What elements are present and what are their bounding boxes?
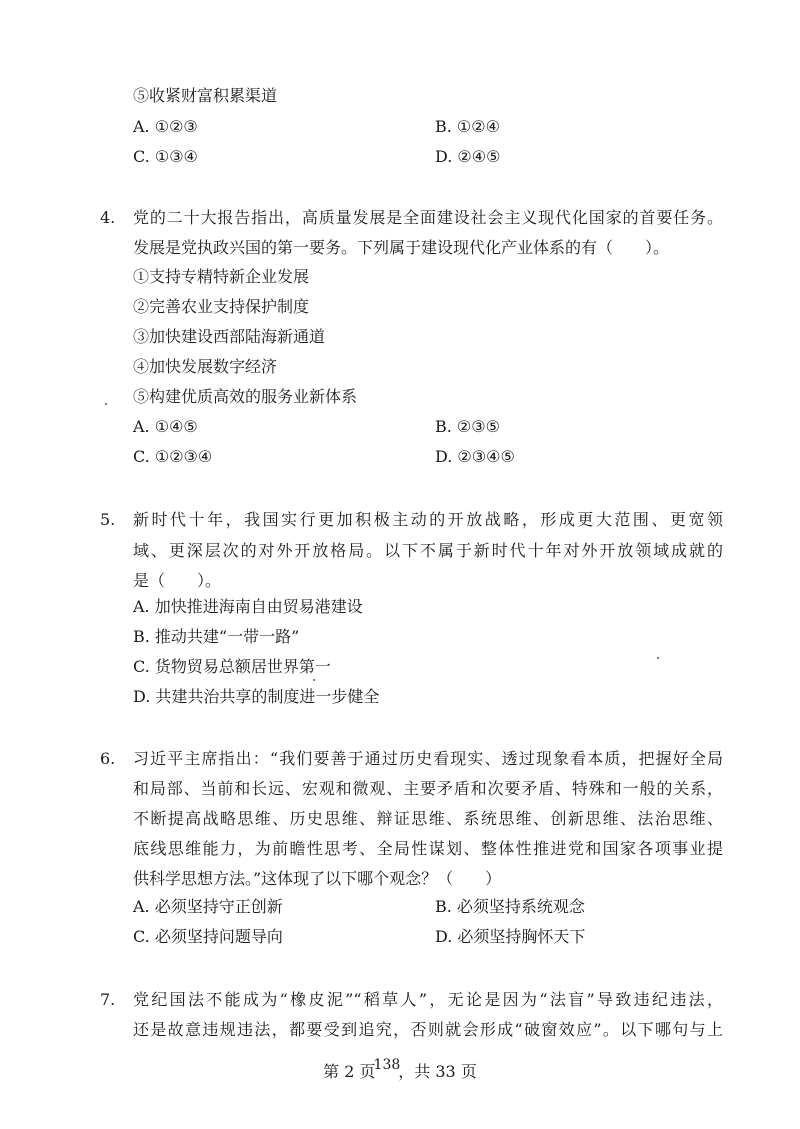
q3-option-b: B. ①②④ bbox=[435, 117, 500, 136]
scan-speck bbox=[105, 403, 107, 405]
q6-stem-line-3: 不断提高战略思维、历史思维、辩证思维、系统思维、创新思维、法治思维、 bbox=[133, 809, 723, 828]
q6-stem-line-2: 和局部、当前和长远、宏观和微观、主要矛盾和次要矛盾、特殊和一般的关系， bbox=[133, 779, 723, 798]
page-footer: 第 2 页138，共 33 页 bbox=[323, 1057, 477, 1081]
q3-option-d: D. ②④⑤ bbox=[435, 147, 501, 166]
q4-option-a: A. ①④⑤ bbox=[133, 417, 198, 436]
q6-option-a: A. 必须坚持守正创新 bbox=[133, 897, 283, 916]
footer-total-pages: 共 33 页 bbox=[414, 1062, 477, 1081]
q6-option-b: B. 必须坚持系统观念 bbox=[435, 897, 585, 916]
q6-stem-line-5: 供科学思想方法。”这体现了以下哪个观念？（ ） bbox=[133, 869, 502, 888]
q5-stem-line-2: 域、更深层次的对外开放格局。以下不属于新时代十年对外开放领域成就的 bbox=[133, 541, 723, 560]
q6-number: 6. bbox=[100, 749, 116, 768]
q4-item-5: ⑤构建优质高效的服务业新体系 bbox=[133, 387, 358, 406]
q5-option-c: C. 货物贸易总额居世界第一 bbox=[133, 657, 331, 676]
q5-option-d: D. 共建共治共享的制度进一步健全 bbox=[133, 687, 380, 706]
footer-current-page: 第 2 页 bbox=[323, 1062, 376, 1081]
q4-stem-line-2: 发展是党执政兴国的第一要务。下列属于建设现代化产业体系的有（ ）。 bbox=[133, 238, 670, 257]
q4-option-b: B. ②③⑤ bbox=[435, 417, 500, 436]
q4-item-3: ③加快建设西部陆海新通道 bbox=[133, 327, 326, 346]
q5-stem-line-3: 是（ ）。 bbox=[133, 571, 222, 590]
q4-option-c: C. ①②③④ bbox=[133, 447, 213, 466]
q5-number: 5. bbox=[100, 510, 116, 529]
scan-speck bbox=[657, 657, 659, 659]
q7-number: 7. bbox=[100, 990, 116, 1009]
q4-item-2: ②完善农业支持保护制度 bbox=[133, 297, 310, 316]
q4-number: 4. bbox=[100, 208, 116, 227]
footer-page-stamp: 138 bbox=[373, 1057, 401, 1073]
q6-option-c: C. 必须坚持问题导向 bbox=[133, 927, 283, 946]
q7-stem-line-2: 还是故意违规违法，都要受到追究，否则就会形成“破窗效应”。以下哪句与上 bbox=[133, 1020, 723, 1039]
q6-option-d: D. 必须坚持胸怀天下 bbox=[435, 927, 586, 946]
q6-stem-line-4: 底线思维能力，为前瞻性思考、全局性谋划、整体性推进党和国家各项事业提 bbox=[133, 839, 723, 858]
q6-stem-line-1: 习近平主席指出：“我们要善于通过历史看现实、透过现象看本质，把握好全局 bbox=[133, 749, 723, 768]
scan-speck bbox=[313, 679, 315, 681]
q4-stem-line-1: 党的二十大报告指出，高质量发展是全面建设社会主义现代化国家的首要任务。 bbox=[133, 208, 723, 227]
q3-option-a: A. ①②③ bbox=[133, 117, 198, 136]
q5-stem-line-1: 新时代十年，我国实行更加积极主动的开放战略，形成更大范围、更宽领 bbox=[133, 510, 723, 529]
q3-option-c: C. ①③④ bbox=[133, 147, 198, 166]
q5-option-b: B. 推动共建“一带一路” bbox=[133, 627, 300, 646]
q4-item-4: ④加快发展数字经济 bbox=[133, 357, 278, 376]
q3-item-5: ⑤收紧财富积累渠道 bbox=[133, 86, 278, 105]
q5-option-a: A. 加快推进海南自由贸易港建设 bbox=[133, 597, 363, 616]
q7-stem-line-1: 党纪国法不能成为“橡皮泥”“稻草人”，无论是因为“法盲”导致违纪违法， bbox=[133, 990, 723, 1009]
q4-item-1: ①支持专精特新企业发展 bbox=[133, 267, 310, 286]
q4-option-d: D. ②③④⑤ bbox=[435, 447, 515, 466]
